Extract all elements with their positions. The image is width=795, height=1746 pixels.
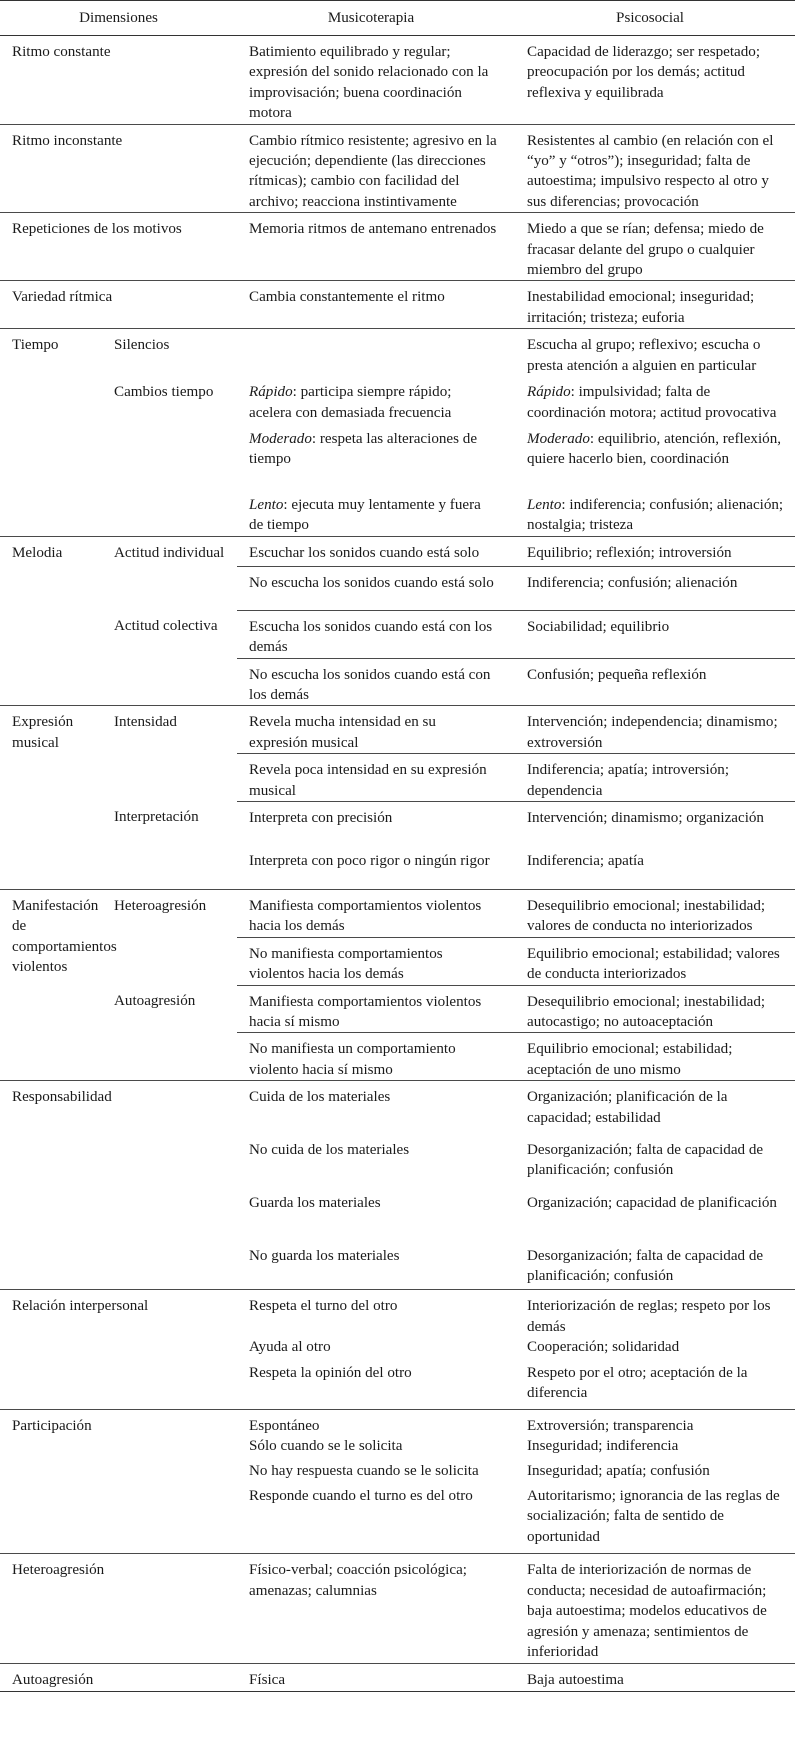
musicoterapia-cell: No guarda los materiales [249,1247,400,1264]
subdimension-label: Autoagresión [114,993,196,1010]
musicoterapia-cell: Manifiesta comportamientos violentos hacia sí mismo [237,985,505,1033]
psicosocial-cell: Indiferencia; apatía [527,853,644,870]
musicoterapia-cell: Escuchar los sonidos cuando está solo [237,536,505,566]
table-row [0,985,795,1033]
psicosocial-cell: Capacidad de liderazgo; ser respetado; preocupación por los demás; actitud reflexiva y equilibrada [505,36,795,125]
dimension-label: Melodia [0,536,112,706]
musicoterapia-cell: Cambio rítmico resistente; agresivo en la ejecución; dependiente (las direcciones rítmicas); cambio con facilidad del archivo; reacciona instintivamente [237,124,505,213]
musicoterapia-cell: Interpreta con precisión [237,801,505,845]
psicosocial-cell: Intervención; independencia; dinamismo; extroversión [505,706,795,754]
musicoterapia-cell: Escucha los sonidos cuando está con los demás [237,610,505,658]
cell-text: : ejecuta muy lentamente y fuera de tiempo [249,496,481,534]
subdimension-label: Actitud colectiva [114,618,218,635]
table-row [0,1290,795,1337]
psicosocial-cell: Indiferencia; apatía; introversión; dependencia [505,754,795,802]
dimension-label: Manifestación de comportamientos violentos [0,889,112,1080]
header-psicosocial: Psicosocial [505,1,795,36]
header-dimensiones: Dimensiones [0,1,237,36]
musicoterapia-cell [237,423,505,489]
dimension-label: Repeticiones de los motivos [0,213,237,281]
table-row [0,536,795,566]
subdimension-label: Intensidad [112,706,237,802]
tempo-label: Moderado [527,430,590,447]
tempo-label: Rápido [527,384,571,401]
dimension-label: Tiempo [0,329,112,536]
tempo-label: Rápido [249,384,293,401]
dimension-label: Ritmo inconstante [0,124,237,213]
dimension-label: Variedad rítmica [0,281,237,329]
musicoterapia-cell: Manifiesta comportamientos violentos hacia los demás [237,889,505,937]
musicoterapia-cell: Sólo cuando se le solicita [249,1437,403,1454]
psicosocial-cell: Autoritarismo; ignorancia de las reglas de socialización; falta de sentido de oportunidad [527,1487,780,1545]
psicosocial-cell: Intervención; dinamismo; organización [505,801,795,845]
musicoterapia-cell: Respeta el turno del otro [237,1290,505,1337]
table-row [0,1554,795,1664]
cell-text: : participa siempre rápido; acelera con demasiada frecuencia [249,384,452,421]
musicoterapia-cell: Cuida de los materiales [237,1081,505,1134]
table-row [0,281,795,329]
psicosocial-cell [505,489,795,536]
psicosocial-cell: Desorganización; falta de capacidad de planificación; confusión [527,1141,764,1179]
psicosocial-cell: Respeto por el otro; aceptación de la diferencia [527,1365,748,1402]
table-row [0,376,795,423]
musicoterapia-cell: Responde cuando el turno es del otro [249,1487,473,1504]
musicoterapia-cell: Ayuda al otro [249,1339,331,1356]
psicosocial-cell: Desequilibrio emocional; inestabilidad; autocastigo; no autoaceptación [505,985,795,1033]
musicoterapia-cell: No manifiesta un comportamiento violento hacia sí mismo [237,1033,505,1081]
cell-text: : respeta las alteraciones de tiempo [249,430,478,468]
dimension-label: Ritmo constante [0,36,237,125]
psicosocial-cell: Sociabilidad; equilibrio [505,610,795,658]
psicosocial-cell: Indiferencia; confusión; alienación [505,566,795,610]
subdimension-label: Heteroagresión [112,889,237,985]
musicoterapia-cell: No escucha los sonidos cuando está solo [237,566,505,610]
psicosocial-cell: Escucha al grupo; reflexivo; escucha o presta atención a alguien en particular [505,329,795,376]
table-row [0,801,795,845]
musicoterapia-cell [237,489,505,536]
table-header [0,1,795,36]
musicoterapia-cell: No cuida de los materiales [249,1141,410,1158]
musicoterapia-cell [237,376,505,423]
table-row [0,889,795,937]
musicoterapia-cell: Revela poca intensidad en su expresión musical [237,754,505,802]
musicoterapia-cell: Espontáneo [237,1409,505,1436]
table-row [0,1081,795,1134]
musicoterapia-cell: Interpreta con poco rigor o ningún rigor [249,853,490,870]
musicoterapia-cell: No escucha los sonidos cuando está con los demás [237,658,505,706]
dimension-label: Participación [0,1409,237,1554]
psicosocial-cell: Equilibrio emocional; estabilidad; valores de conducta interiorizados [505,937,795,985]
cell-text: : equilibrio, atención, reflexión, quiere hacerlo bien, coordinación [527,430,782,468]
psicosocial-cell: Desequilibrio emocional; inestabilidad; valores de conducta no interiorizados [505,889,795,937]
psicosocial-cell: Inestabilidad emocional; inseguridad; irritación; tristeza; euforia [505,281,795,329]
psicosocial-cell: Inseguridad; indiferencia [527,1437,679,1454]
subdimension-label: Silencios [112,329,237,376]
subdimension-label: Actitud individual [112,536,237,610]
musicoterapia-cell: Físico-verbal; coacción psicológica; amenazas; calumnias [237,1554,505,1664]
psicosocial-cell: Extroversión; transparencia [505,1409,795,1436]
dimension-label: Autoagresión [0,1664,237,1691]
table-row [0,1664,795,1691]
table-row [0,213,795,281]
psicosocial-cell [505,376,795,423]
musicoterapia-cell: No hay respuesta cuando se le solicita [249,1462,479,1479]
musicoterapia-cell: Respeta la opinión del otro [249,1365,412,1382]
musicoterapia-cell: Cambia constantemente el ritmo [237,281,505,329]
subdimension-label: Interpretación [114,809,199,826]
tempo-label: Lento [249,496,284,513]
psicosocial-cell: Miedo a que se rían; defensa; miedo de fracasar delante del grupo o cualquier miembro del grupo [505,213,795,281]
psicosocial-cell: Organización; capacidad de planificación [527,1194,777,1211]
psicosocial-cell: Organización; planificación de la capacidad; estabilidad [505,1081,795,1134]
musicoterapia-cell: Revela mucha intensidad en su expresión musical [237,706,505,754]
musicoterapia-cell: Guarda los materiales [249,1194,381,1211]
psicosocial-cell: Desorganización; falta de capacidad de planificación; confusión [527,1247,764,1285]
subdimension-label: Cambios tiempo [114,384,214,401]
dimension-label: Heteroagresión [0,1554,237,1664]
table-row [0,329,795,376]
psicosocial-cell: Equilibrio emocional; estabilidad; aceptación de uno mismo [505,1033,795,1081]
psicosocial-cell: Interiorización de reglas; respeto por los demás [505,1290,795,1337]
dimension-label: Relación interpersonal [0,1290,237,1409]
psicosocial-cell: Confusión; pequeña reflexión [505,658,795,706]
dimension-label: Responsabilidad [0,1081,237,1290]
table-row [0,36,795,125]
musicoterapia-cell [237,329,505,376]
musicoterapia-cell: Memoria ritmos de antemano entrenados [237,213,505,281]
psicosocial-cell [505,423,795,489]
musicoterapia-cell: Batimiento equilibrado y regular; expresión del sonido relacionado con la improvisación; buena coordinación motora [237,36,505,125]
table-row [0,1409,795,1436]
tempo-label: Lento [527,496,562,513]
table-row [0,610,795,658]
cell-text: : indiferencia; confusión; alienación; nostalgia; tristeza [527,496,784,534]
psicosocial-cell: Baja autoestima [505,1664,795,1691]
psicosocial-cell: Falta de interiorización de normas de conducta; necesidad de autoafirmación; baja autoestima; modelos educativos de agresión y amenaza; sentimientos de inferioridad [505,1554,795,1664]
psicosocial-cell: Resistentes al cambio (en relación con el “yo” y “otros”); inseguridad; falta de autoestima; impulsivo respecto al otro y sus diferencias; provocación [505,124,795,213]
musicoterapia-cell: Física [237,1664,505,1691]
psicosocial-cell: Equilibrio; reflexión; introversión [505,536,795,566]
psicosocial-cell: Cooperación; solidaridad [527,1339,680,1356]
header-musicoterapia: Musicoterapia [237,1,505,36]
table-row [0,124,795,213]
table-row [0,706,795,754]
cell-text: : impulsividad; falta de coordinación motora; actitud provocativa [527,384,777,421]
musicoterapia-cell: No manifiesta comportamientos violentos hacia los demás [237,937,505,985]
psicosocial-cell: Inseguridad; apatía; confusión [527,1462,710,1479]
tempo-label: Moderado [249,430,312,447]
dimension-label: Expresión musical [0,706,112,890]
